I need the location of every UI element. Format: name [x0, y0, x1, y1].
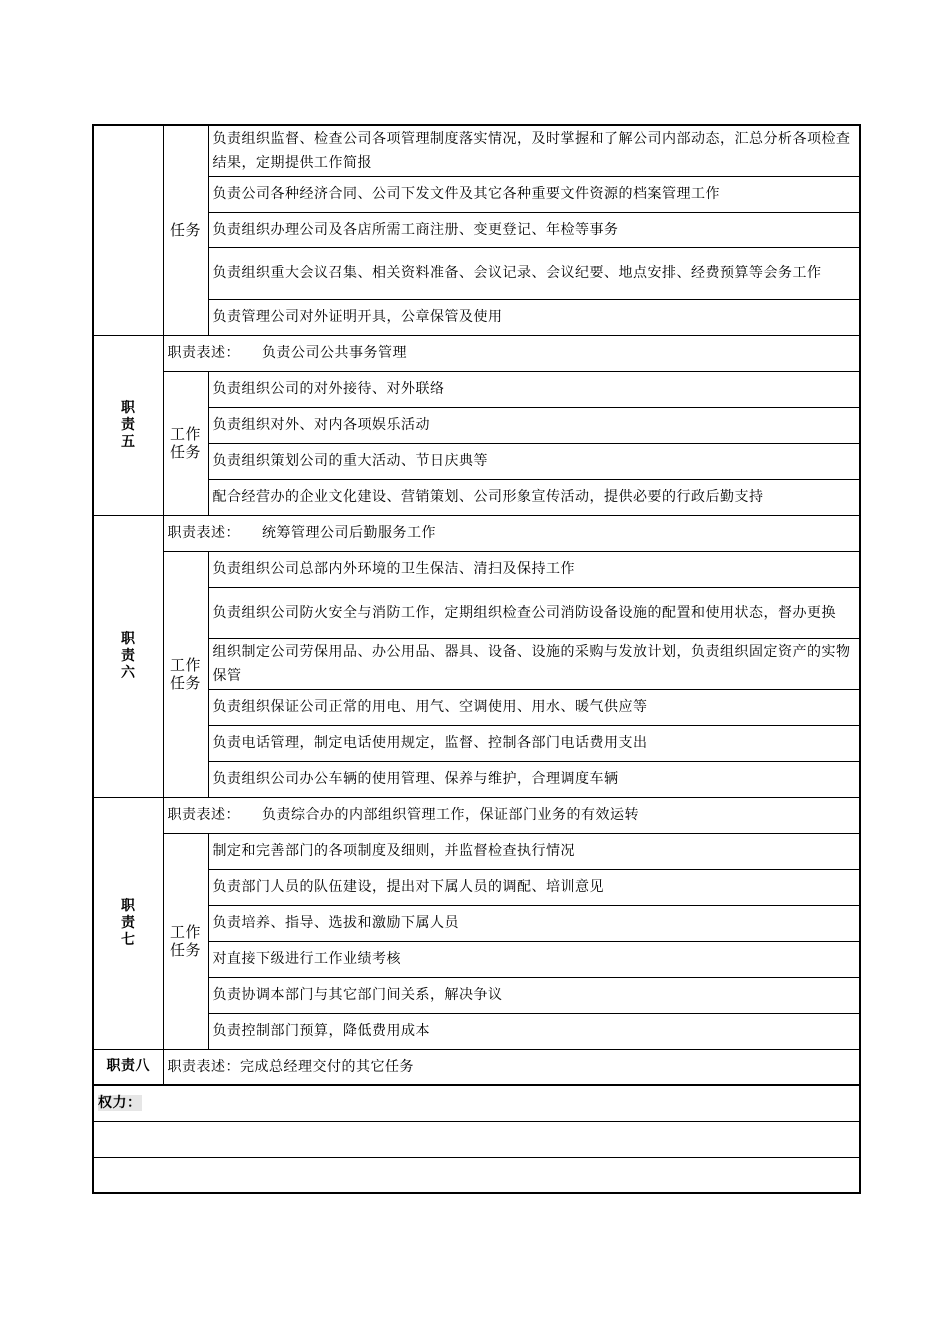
task-item: 负责组织公司办公车辆的使用管理、保养与维护，合理调度车辆	[208, 761, 860, 797]
responsibility-6-label	[93, 515, 163, 797]
power-blank-row	[93, 1121, 860, 1157]
responsibility-7-title: 职 责 七	[121, 897, 136, 948]
desc-text: 统筹管理公司后勤服务工作	[262, 525, 436, 541]
task-item: 制定和完善部门的各项制度及细则，并监督检查执行情况	[208, 833, 860, 869]
task-item: 负责电话管理，制定电话使用规定，监督、控制各部门电话费用支出	[208, 725, 860, 761]
responsibility-5-label	[93, 335, 163, 515]
task-item: 负责组织策划公司的重大活动、节日庆典等	[208, 443, 860, 479]
responsibility-5-title: 职 责 五	[121, 399, 136, 450]
task-item: 负责公司各种经济合同、公司下发文件及其它各种重要文件资源的档案管理工作	[208, 176, 860, 212]
task-item: 负责协调本部门与其它部门间关系，解决争议	[208, 977, 860, 1013]
work-task-label-text: 工作 任务	[169, 656, 201, 692]
desc-text: 负责综合办的内部组织管理工作，保证部门业务的有效运转	[262, 807, 639, 823]
power-blank-row	[93, 1157, 860, 1193]
work-task-label	[163, 833, 208, 1049]
task-item: 配合经营办的企业文化建设、营销策划、公司形象宣传活动，提供必要的行政后勤支持	[208, 479, 860, 515]
desc-prefix: 职责表述：	[167, 525, 240, 541]
task-item: 负责组织监督、检查公司各项管理制度落实情况，及时掌握和了解公司内部动态，汇总分析各项检查结果，定期提供工作简报	[208, 125, 860, 176]
desc-prefix: 职责表述：	[167, 807, 240, 823]
responsibility-8-description: 职责表述：完成总经理交付的其它任务	[163, 1049, 860, 1085]
task-item: 负责控制部门预算，降低费用成本	[208, 1013, 860, 1049]
responsibility-7-description	[163, 797, 860, 833]
responsibility-6-description	[163, 515, 860, 551]
work-task-label	[163, 551, 208, 797]
task-item: 负责组织公司防火安全与消防工作，定期组织检查公司消防设备设施的配置和使用状态，督办更换	[208, 587, 860, 638]
responsibility-7-label	[93, 797, 163, 1049]
responsibility-4-side-cell	[93, 125, 163, 335]
task-item: 负责组织保证公司正常的用电、用气、空调使用、用水、暖气供应等	[208, 689, 860, 725]
task-item: 组织制定公司劳保用品、办公用品、器具、设备、设施的采购与发放计划，负责组织固定资产的实物保管	[208, 638, 860, 689]
task-item: 负责组织公司总部内外环境的卫生保洁、清扫及保持工作	[208, 551, 860, 587]
task-item: 负责培养、指导、选拔和激励下属人员	[208, 905, 860, 941]
task-label: 任务	[163, 125, 208, 335]
responsibility-6-title: 职 责 六	[121, 630, 136, 681]
work-task-label-text: 工作 任务	[169, 425, 201, 461]
desc-text: 负责公司公共事务管理	[262, 345, 407, 361]
work-task-label	[163, 371, 208, 515]
work-task-label-text: 工作 任务	[169, 923, 201, 959]
task-item: 负责组织办理公司及各店所需工商注册、变更登记、年检等事务	[208, 212, 860, 247]
task-item: 负责部门人员的队伍建设，提出对下属人员的调配、培训意见	[208, 869, 860, 905]
desc-prefix: 职责表述：	[167, 345, 240, 361]
job-description-document	[92, 124, 859, 1194]
power-section-header	[93, 1085, 860, 1121]
task-item: 负责组织公司的对外接待、对外联络	[208, 371, 860, 407]
power-label: 权力：	[98, 1095, 142, 1112]
responsibility-table	[92, 124, 861, 1194]
task-item: 对直接下级进行工作业绩考核	[208, 941, 860, 977]
task-item: 负责管理公司对外证明开具，公章保管及使用	[208, 299, 860, 335]
task-item: 负责组织重大会议召集、相关资料准备、会议记录、会议纪要、地点安排、经费预算等会务工作	[208, 247, 860, 299]
responsibility-8-label: 职责八	[93, 1049, 163, 1085]
responsibility-5-description	[163, 335, 860, 371]
task-item: 负责组织对外、对内各项娱乐活动	[208, 407, 860, 443]
